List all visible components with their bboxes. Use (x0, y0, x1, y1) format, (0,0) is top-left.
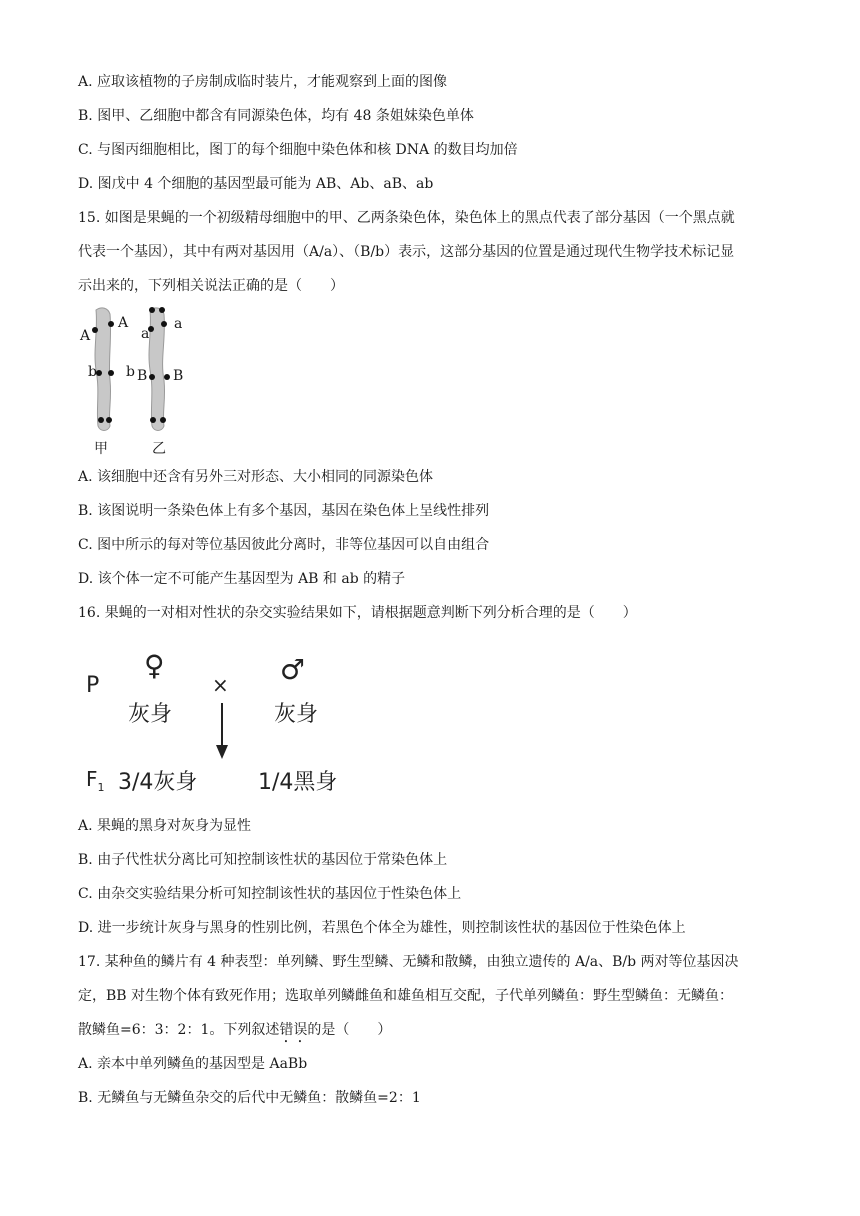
gene-dot (92, 327, 98, 333)
chromosome-figure (78, 300, 198, 460)
gene-dot (160, 417, 166, 423)
q17-option-b: B. 无鳞鱼与无鳞鱼杂交的后代中无鳞鱼：散鳞鱼=2：1 (78, 1090, 421, 1106)
male-trait: 灰身 (274, 702, 319, 727)
gene-dot (106, 417, 112, 423)
generation-p-label: P (86, 673, 100, 698)
gene-label: b (126, 364, 135, 380)
emphasis-word: 错误 (279, 1022, 308, 1038)
gene-label: B (173, 368, 184, 384)
q16-stem: 16. 果蝇的一对相对性状的杂交实验结果如下，请根据题意判断下列分析合理的是（ ） (78, 605, 637, 621)
down-arrow-icon (212, 701, 232, 761)
gene-dot (98, 417, 104, 423)
female-symbol-icon: ♀ (144, 649, 165, 682)
q15-stem-line-3: 示出来的，下列相关说法正确的是（ ） (78, 278, 344, 294)
gene-label: b (88, 364, 97, 380)
chromosome-name-jia: 甲 (94, 441, 108, 457)
gene-dot (149, 307, 155, 313)
q14-option-a: A. 应取该植物的子房制成临时装片，才能观察到上面的图像 (78, 74, 448, 90)
q17-stem-line-1: 17. 某种鱼的鳞片有 4 种表型：单列鳞、野生型鳞、无鳞和散鳞，由独立遗传的 A/a、B/b 两对等位基因决 (78, 954, 739, 970)
q16-option-b: B. 由子代性状分离比可知控制该性状的基因位于常染色体上 (78, 852, 448, 868)
cross-diagram (78, 645, 358, 800)
gene-label: a (174, 316, 183, 332)
f1-black-ratio: 1/4黑身 (258, 770, 338, 795)
q15-stem-line-2: 代表一个基因），其中有两对基因用（A/a）、（B/b）表示，这部分基因的位置是通过现代生物学技术标记显 (78, 244, 735, 260)
gene-label: A (80, 328, 91, 344)
chromosome-name-yi: 乙 (152, 441, 166, 457)
q14-option-b: B. 图甲、乙细胞中都含有同源染色体，均有 48 条姐妹染色单体 (78, 108, 474, 124)
cross-symbol: × (212, 673, 229, 697)
gene-label: a (141, 326, 150, 342)
chromosome-jia (95, 308, 111, 431)
female-trait: 灰身 (128, 702, 173, 727)
q15-option-d: D. 该个体一定不可能产生基因型为 AB 和 ab 的精子 (78, 571, 406, 587)
q15-option-a: A. 该细胞中还含有另外三对形态、大小相同的同源染色体 (78, 469, 434, 485)
gene-label: A (118, 315, 129, 331)
generation-f1-label: $F_1$ (86, 767, 105, 794)
q17-stem-line-3: 散鳞鱼=6：3：2：1。下列叙述错误的是（ ） (78, 1022, 392, 1038)
q15-option-c: C. 图中所示的每对等位基因彼此分离时，非等位基因可以自由组合 (78, 537, 490, 553)
f1-gray-ratio: 3/4灰身 (118, 770, 198, 795)
q14-option-d: D. 图戊中 4 个细胞的基因型最可能为 AB、Ab、aB、ab (78, 176, 434, 192)
q17-option-a: A. 亲本中单列鳞鱼的基因型是 AaBb (78, 1056, 308, 1072)
gene-dot (150, 417, 156, 423)
q16-option-a: A. 果蝇的黑身对灰身为显性 (78, 818, 252, 834)
gene-dot (108, 321, 114, 327)
q17-stem-line-2: 定，BB 对生物个体有致死作用；选取单列鳞雌鱼和雄鱼相互交配，子代单列鳞鱼：野生型鳞鱼：无鳞鱼： (78, 988, 734, 1004)
male-symbol-icon: ♂ (280, 653, 306, 686)
gene-dot (159, 307, 165, 313)
gene-dot (164, 374, 170, 380)
gene-dot (161, 321, 167, 327)
q15-stem-line-1: 15. 如图是果蝇的一个初级精母细胞中的甲、乙两条染色体，染色体上的黑点代表了部分基因（一个黑点就 (78, 210, 735, 226)
gene-dot (108, 370, 114, 376)
q16-option-c: C. 由杂交实验结果分析可知控制该性状的基因位于性染色体上 (78, 886, 462, 902)
gene-dot (149, 374, 155, 380)
gene-label: B (137, 368, 148, 384)
q15-option-b: B. 该图说明一条染色体上有多个基因，基因在染色体上呈线性排列 (78, 503, 490, 519)
q14-option-c: C. 与图丙细胞相比，图丁的每个细胞中染色体和核 DNA 的数目均加倍 (78, 142, 518, 158)
q16-option-d: D. 进一步统计灰身与黑身的性别比例，若黑色个体全为雄性，则控制该性状的基因位于性染色体上 (78, 920, 686, 936)
